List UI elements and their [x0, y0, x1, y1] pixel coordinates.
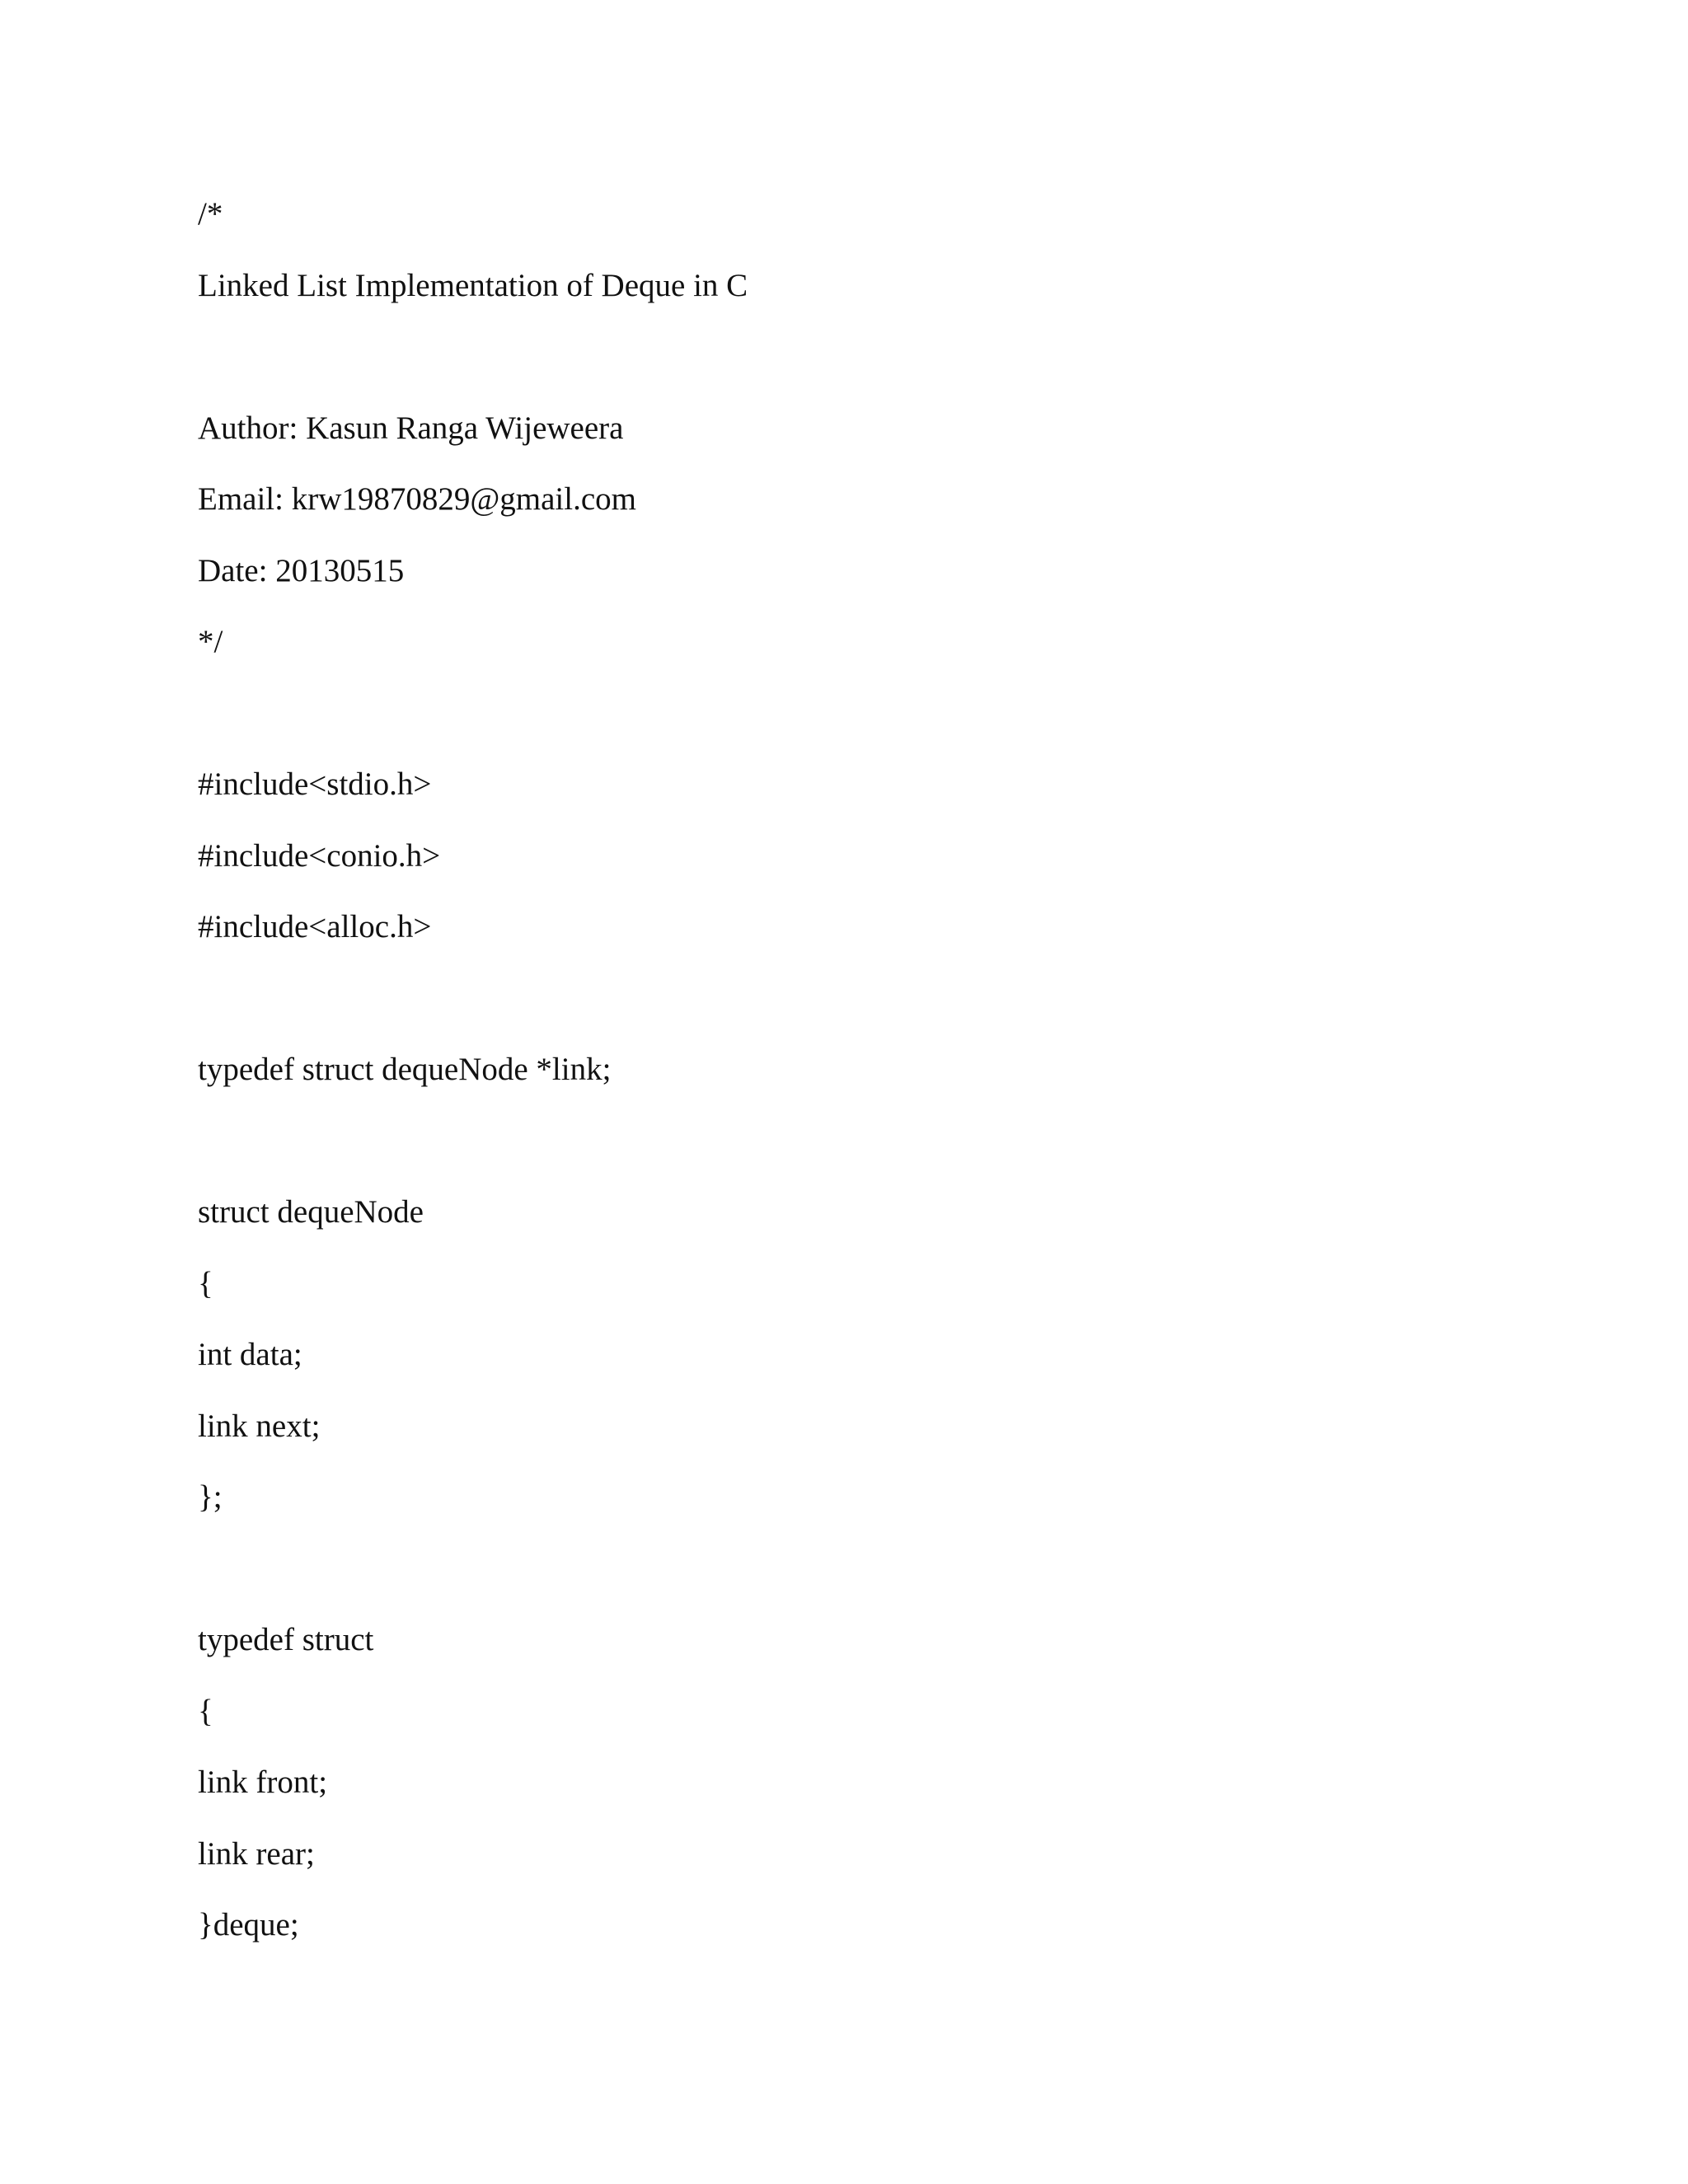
brace-close: };	[198, 1479, 223, 1515]
field-data: int data;	[198, 1337, 302, 1372]
code-listing	[198, 190, 1492, 1972]
field-front: link front;	[198, 1765, 328, 1800]
email-line: Email: krw19870829@gmail.com	[198, 481, 637, 517]
blank-line	[198, 974, 1492, 1046]
document-title: Linked List Implementation of Deque in C	[198, 267, 748, 303]
field-rear: link rear;	[198, 1835, 315, 1872]
include-stdio: #include<stdio.h>	[198, 766, 432, 802]
include-conio: #include<conio.h>	[198, 837, 441, 874]
date-line: Date: 20130515	[198, 552, 405, 588]
typedef-link: typedef struct dequeNode *link;	[198, 1052, 612, 1087]
typedef-struct: typedef struct	[198, 1622, 374, 1657]
deque-typedef-close: }deque;	[198, 1907, 299, 1943]
brace-open: {	[198, 1693, 213, 1729]
struct-declaration: struct dequeNode	[198, 1194, 424, 1230]
comment-open: /*	[198, 196, 223, 232]
comment-close: */	[198, 624, 223, 659]
brace-open: {	[198, 1265, 213, 1301]
field-next: link next;	[198, 1408, 321, 1444]
blank-line	[198, 1544, 1492, 1616]
author-line: Author: Kasun Ranga Wijeweera	[198, 410, 624, 446]
include-alloc: #include<alloc.h>	[198, 909, 432, 944]
blank-line	[198, 332, 1492, 404]
blank-line	[198, 1117, 1492, 1188]
blank-line	[198, 689, 1492, 761]
